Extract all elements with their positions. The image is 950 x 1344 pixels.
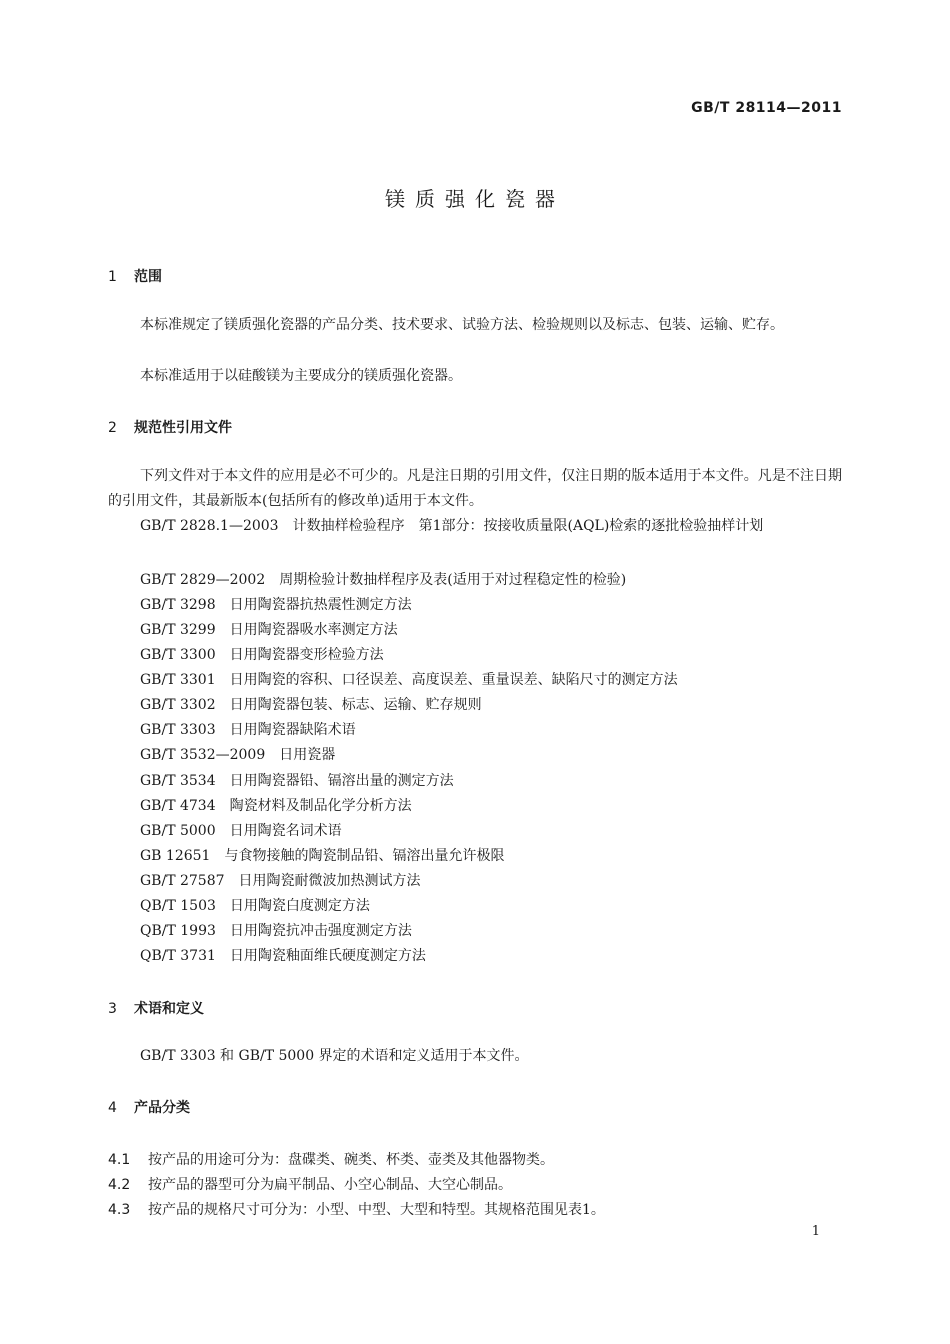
reference-code: GB 12651 bbox=[140, 848, 211, 864]
section-1-heading bbox=[108, 266, 162, 286]
section-number: 1 bbox=[108, 269, 117, 285]
reference-title: 日用瓷器 bbox=[279, 747, 336, 763]
reference-item bbox=[140, 719, 356, 739]
reference-item bbox=[108, 514, 842, 539]
reference-code: GB/T 3299 bbox=[140, 622, 216, 638]
reference-code: QB/T 1993 bbox=[140, 923, 216, 939]
clause-text: 按产品的用途可分为：盘碟类、碗类、杯类、壶类及其他器物类。 bbox=[148, 1152, 554, 1168]
section-3-para: GB/T 3303 和 GB/T 5000 界定的术语和定义适用于本文件。 bbox=[140, 1048, 529, 1064]
reference-code: GB/T 3300 bbox=[140, 647, 216, 663]
standard-code: GB/T 28114—2011 bbox=[691, 100, 842, 116]
reference-code: GB/T 3534 bbox=[140, 773, 216, 789]
reference-item bbox=[140, 795, 412, 815]
reference-title: 日用陶瓷釉面维氏硬度测定方法 bbox=[229, 948, 426, 964]
reference-title: 日用陶瓷器吸水率测定方法 bbox=[229, 622, 398, 638]
reference-title: 日用陶瓷器缺陷术语 bbox=[229, 722, 356, 738]
clause-number: 4.2 bbox=[108, 1177, 131, 1193]
reference-item bbox=[140, 594, 412, 614]
reference-item bbox=[140, 770, 454, 790]
clause-text: 按产品的规格尺寸可分为：小型、中型、大型和特型。其规格范围见表1。 bbox=[148, 1202, 605, 1218]
section-2-intro: 下列文件对于本文件的应用是必不可少的。凡是注日期的引用文件，仅注日期的版本适用于本文件。凡是不注日期的引用文件，其最新版本(包括所有的修改单)适用于本文件。 bbox=[108, 468, 842, 509]
clause-number: 4.1 bbox=[108, 1152, 131, 1168]
reference-title: 日用陶瓷器铅、镉溶出量的测定方法 bbox=[229, 773, 454, 789]
section-4-heading bbox=[108, 1097, 190, 1117]
reference-item bbox=[140, 945, 426, 965]
page-number: 1 bbox=[811, 1224, 820, 1239]
section-2-heading bbox=[108, 417, 232, 437]
reference-item bbox=[140, 920, 412, 940]
section-1-para-2: 本标准适用于以硅酸镁为主要成分的镁质强化瓷器。 bbox=[140, 368, 462, 384]
clause-4-1 bbox=[108, 1149, 554, 1169]
reference-title: 日用陶瓷器包装、标志、运输、贮存规则 bbox=[229, 697, 482, 713]
reference-item bbox=[140, 669, 678, 689]
reference-item bbox=[140, 845, 504, 865]
reference-item bbox=[140, 569, 626, 589]
reference-title: 与食物接触的陶瓷制品铅、镉溶出量允许极限 bbox=[224, 848, 505, 864]
reference-code: GB/T 3301 bbox=[140, 672, 216, 688]
reference-item bbox=[140, 694, 482, 714]
reference-code: GB/T 3303 bbox=[140, 722, 216, 738]
reference-code: GB/T 2828.1—2003 bbox=[140, 518, 279, 534]
reference-item bbox=[140, 744, 335, 764]
reference-code: GB/T 27587 bbox=[140, 873, 225, 889]
reference-title: 日用陶瓷器变形检验方法 bbox=[229, 647, 384, 663]
reference-title: 周期检验计数抽样程序及表(适用于对过程稳定性的检验) bbox=[279, 572, 627, 588]
reference-item bbox=[140, 619, 398, 639]
reference-code: QB/T 1503 bbox=[140, 898, 216, 914]
document-title: 镁质强化瓷器 bbox=[385, 187, 565, 211]
section-number: 2 bbox=[108, 420, 117, 436]
reference-title: 陶瓷材料及制品化学分析方法 bbox=[229, 798, 412, 814]
section-title: 范围 bbox=[134, 269, 162, 285]
reference-code: GB/T 3302 bbox=[140, 697, 216, 713]
reference-title: 日用陶瓷器抗热震性测定方法 bbox=[229, 597, 412, 613]
clause-4-3 bbox=[108, 1199, 605, 1219]
section-3-heading bbox=[108, 998, 204, 1018]
reference-code: GB/T 5000 bbox=[140, 823, 216, 839]
reference-item bbox=[140, 644, 384, 664]
section-number: 3 bbox=[108, 1001, 117, 1017]
reference-code: QB/T 3731 bbox=[140, 948, 216, 964]
reference-code: GB/T 2829—2002 bbox=[140, 572, 266, 588]
section-title: 规范性引用文件 bbox=[134, 420, 232, 436]
reference-title: 计数抽样检验程序 第1部分：按接收质量限(AQL)检索的逐批检验抽样计划 bbox=[292, 518, 764, 534]
clause-text: 按产品的器型可分为扁平制品、小空心制品、大空心制品。 bbox=[148, 1177, 512, 1193]
clause-number: 4.3 bbox=[108, 1202, 131, 1218]
reference-code: GB/T 3298 bbox=[140, 597, 216, 613]
reference-title: 日用陶瓷白度测定方法 bbox=[229, 898, 370, 914]
reference-code: GB/T 3532—2009 bbox=[140, 747, 266, 763]
reference-code: GB/T 4734 bbox=[140, 798, 216, 814]
reference-title: 日用陶瓷的容积、口径误差、高度误差、重量误差、缺陷尺寸的测定方法 bbox=[229, 672, 678, 688]
section-title: 术语和定义 bbox=[134, 1001, 204, 1017]
clause-4-2 bbox=[108, 1174, 512, 1194]
section-title: 产品分类 bbox=[134, 1100, 190, 1116]
section-number: 4 bbox=[108, 1100, 117, 1116]
reference-title: 日用陶瓷耐微波加热测试方法 bbox=[238, 873, 421, 889]
reference-item bbox=[140, 820, 342, 840]
reference-title: 日用陶瓷名词术语 bbox=[229, 823, 342, 839]
reference-title: 日用陶瓷抗冲击强度测定方法 bbox=[229, 923, 412, 939]
reference-item bbox=[140, 895, 370, 915]
section-1-para-1: 本标准规定了镁质强化瓷器的产品分类、技术要求、试验方法、检验规则以及标志、包装、运输、贮存。 bbox=[140, 317, 784, 333]
reference-item bbox=[140, 870, 421, 890]
